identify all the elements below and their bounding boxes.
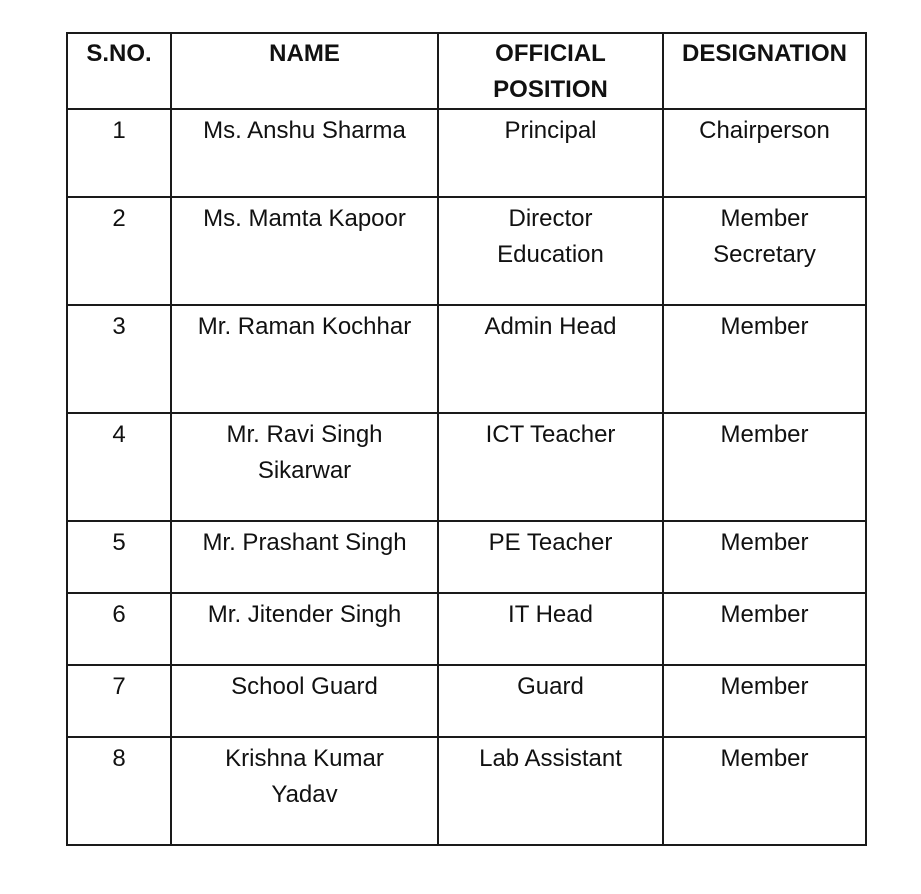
cell-position xyxy=(438,521,663,593)
cell-name xyxy=(171,413,438,521)
cell-sno: 5 xyxy=(67,521,171,593)
name-line: Krishna Kumar xyxy=(225,745,384,772)
table-row xyxy=(67,109,866,197)
designation-line: Member xyxy=(720,529,809,556)
table-row xyxy=(67,665,866,737)
cell-designation xyxy=(663,197,866,305)
designation-line: Member xyxy=(720,421,809,448)
header-name: NAME xyxy=(171,33,438,109)
cell-position xyxy=(438,737,663,845)
cell-designation xyxy=(663,737,866,845)
name-line: Mr. Ravi Singh xyxy=(226,421,383,448)
designation-line: Member xyxy=(720,601,809,628)
cell-position xyxy=(438,109,663,197)
cell-designation xyxy=(663,521,866,593)
committee-table xyxy=(66,32,867,846)
position-line: Principal xyxy=(504,117,597,144)
cell-position xyxy=(438,305,663,413)
cell-name xyxy=(171,197,438,305)
cell-designation xyxy=(663,413,866,521)
cell-sno: 1 xyxy=(67,109,171,197)
name-line: School Guard xyxy=(231,673,378,700)
table-row xyxy=(67,593,866,665)
name-line: Mr. Prashant Singh xyxy=(202,529,407,556)
cell-name xyxy=(171,737,438,845)
position-line: PE Teacher xyxy=(488,529,613,556)
cell-name xyxy=(171,109,438,197)
cell-designation xyxy=(663,109,866,197)
name-line: Ms. Anshu Sharma xyxy=(203,117,406,144)
cell-sno: 8 xyxy=(67,737,171,845)
header-position-line-2: POSITION xyxy=(493,76,608,103)
name-line: Ms. Mamta Kapoor xyxy=(203,205,406,232)
cell-designation xyxy=(663,593,866,665)
position-line: Lab Assistant xyxy=(479,745,622,772)
designation-line: Member xyxy=(720,313,809,340)
position-line: ICT Teacher xyxy=(485,421,616,448)
designation-line: Member xyxy=(720,673,809,700)
cell-sno: 3 xyxy=(67,305,171,413)
cell-position xyxy=(438,413,663,521)
cell-position xyxy=(438,665,663,737)
position-line: Guard xyxy=(517,673,584,700)
table-row xyxy=(67,521,866,593)
position-line: Education xyxy=(497,241,604,268)
cell-sno: 2 xyxy=(67,197,171,305)
header-designation: DESIGNATION xyxy=(663,33,866,109)
designation-line: Member xyxy=(720,205,809,232)
cell-name xyxy=(171,665,438,737)
cell-name xyxy=(171,593,438,665)
position-line: IT Head xyxy=(508,601,593,628)
cell-position xyxy=(438,197,663,305)
header-sno: S.NO. xyxy=(67,33,171,109)
cell-designation xyxy=(663,305,866,413)
cell-designation xyxy=(663,665,866,737)
table-row xyxy=(67,737,866,845)
position-line: Admin Head xyxy=(484,313,617,340)
designation-line: Secretary xyxy=(713,241,816,268)
table-row xyxy=(67,197,866,305)
table-row xyxy=(67,413,866,521)
header-position-line-1: OFFICIAL xyxy=(495,40,606,67)
designation-line: Member xyxy=(720,745,809,772)
cell-name xyxy=(171,521,438,593)
cell-sno: 4 xyxy=(67,413,171,521)
name-line: Yadav xyxy=(271,781,338,808)
header-row xyxy=(67,33,866,109)
name-line: Mr. Jitender Singh xyxy=(207,601,402,628)
cell-name xyxy=(171,305,438,413)
header-official-position xyxy=(438,33,663,109)
designation-line: Chairperson xyxy=(699,117,830,144)
cell-sno: 7 xyxy=(67,665,171,737)
cell-sno: 6 xyxy=(67,593,171,665)
position-line: Director xyxy=(508,205,593,232)
name-line: Mr. Raman Kochhar xyxy=(197,313,412,340)
table-row xyxy=(67,305,866,413)
name-line: Sikarwar xyxy=(257,457,352,484)
cell-position xyxy=(438,593,663,665)
